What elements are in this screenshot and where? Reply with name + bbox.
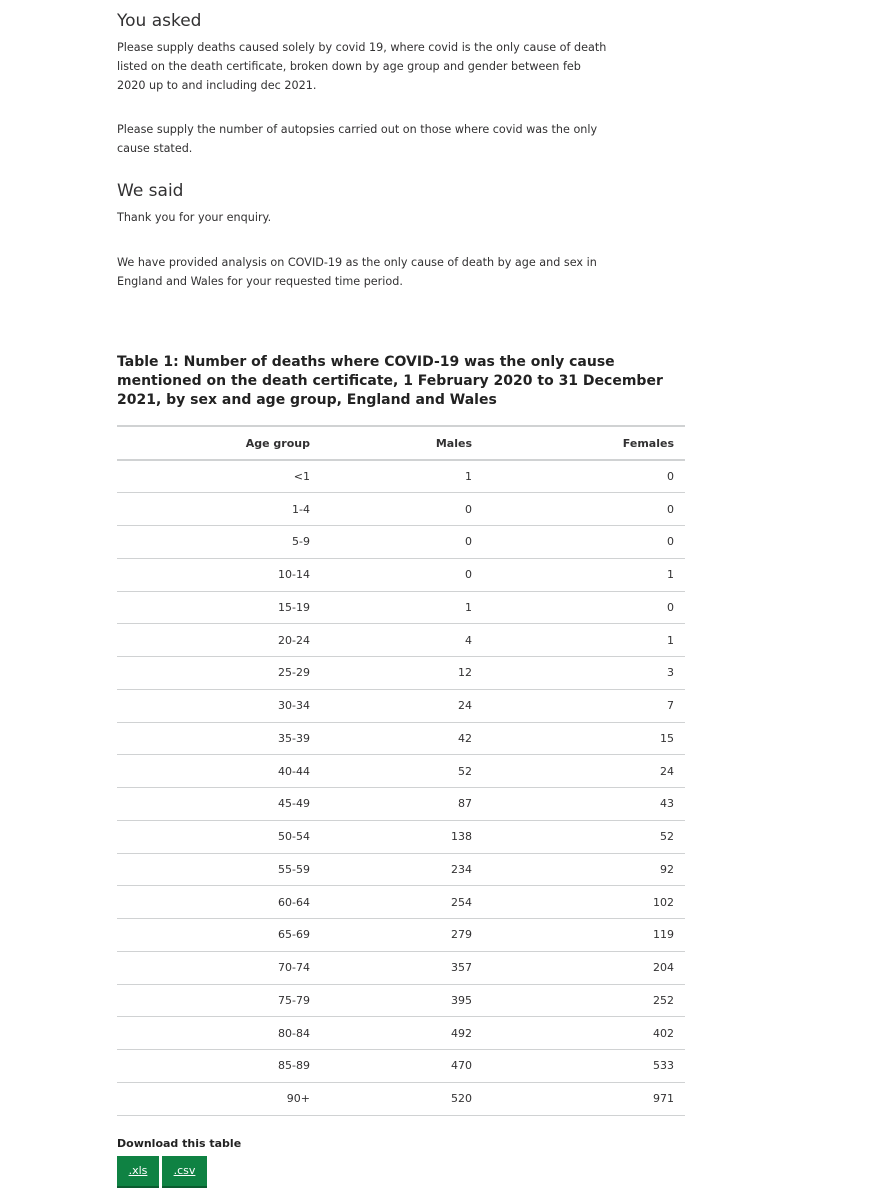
table-title: Table 1: Number of deaths where COVID-19 was the only cause mentioned on the death certificate, 1 February 2020 to 31 December 2021, by sex and age group, England and Wales	[117, 354, 663, 408]
cell-females: 24	[483, 755, 685, 788]
header-males: Males	[321, 426, 483, 460]
cell-males: 0	[321, 558, 483, 591]
table-row	[117, 722, 685, 755]
cell-age-group: 65-69	[117, 919, 321, 952]
cell-age-group: 15-19	[117, 591, 321, 624]
cell-females: 1	[483, 558, 685, 591]
cell-females: 204	[483, 951, 685, 984]
cell-males: 254	[321, 886, 483, 919]
cell-age-group: 10-14	[117, 558, 321, 591]
cell-age-group: 40-44	[117, 755, 321, 788]
cell-females: 119	[483, 919, 685, 952]
table-row	[117, 624, 685, 657]
cell-males: 87	[321, 788, 483, 821]
cell-females: 52	[483, 820, 685, 853]
cell-males: 0	[321, 526, 483, 559]
table-row	[117, 460, 685, 493]
cell-females: 971	[483, 1082, 685, 1115]
cell-males: 234	[321, 853, 483, 886]
table-body	[117, 460, 685, 1115]
cell-age-group: 1-4	[117, 493, 321, 526]
cell-age-group: 20-24	[117, 624, 321, 657]
table-row	[117, 755, 685, 788]
cell-females: 102	[483, 886, 685, 919]
cell-females: 7	[483, 689, 685, 722]
cell-males: 1	[321, 460, 483, 493]
download-buttons	[117, 1156, 207, 1188]
cell-males: 52	[321, 755, 483, 788]
download-xls-button[interactable]: .xls	[117, 1156, 159, 1188]
cell-males: 4	[321, 624, 483, 657]
cell-age-group: 5-9	[117, 526, 321, 559]
cell-age-group: 25-29	[117, 657, 321, 690]
cell-males: 520	[321, 1082, 483, 1115]
cell-females: 92	[483, 853, 685, 886]
cell-age-group: 45-49	[117, 788, 321, 821]
table-row	[117, 951, 685, 984]
table-row	[117, 788, 685, 821]
cell-males: 470	[321, 1050, 483, 1083]
table-row	[117, 1082, 685, 1115]
we-said-paragraph-2: We have provided analysis on COVID-19 as the only cause of death by age and sex in England and Wales for your requested time period.	[117, 256, 597, 288]
table-row	[117, 526, 685, 559]
cell-females: 0	[483, 526, 685, 559]
cell-females: 3	[483, 657, 685, 690]
download-label: Download this table	[117, 1137, 242, 1150]
cell-males: 42	[321, 722, 483, 755]
cell-females: 43	[483, 788, 685, 821]
table-row	[117, 1017, 685, 1050]
cell-females: 0	[483, 460, 685, 493]
header-age-group: Age group	[117, 426, 321, 460]
you-asked-heading: You asked	[117, 11, 202, 31]
cell-males: 279	[321, 919, 483, 952]
table-row	[117, 689, 685, 722]
we-said-heading: We said	[117, 181, 184, 201]
deaths-table	[117, 425, 685, 1116]
table-row	[117, 591, 685, 624]
you-asked-paragraph-2: Please supply the number of autopsies carried out on those where covid was the only cause stated.	[117, 123, 598, 155]
cell-females: 402	[483, 1017, 685, 1050]
cell-age-group: 70-74	[117, 951, 321, 984]
cell-males: 0	[321, 493, 483, 526]
header-females: Females	[483, 426, 685, 460]
cell-females: 15	[483, 722, 685, 755]
table-row	[117, 886, 685, 919]
cell-age-group: 55-59	[117, 853, 321, 886]
cell-males: 138	[321, 820, 483, 853]
cell-males: 24	[321, 689, 483, 722]
cell-males: 357	[321, 951, 483, 984]
table-header-row	[117, 426, 685, 460]
cell-males: 1	[321, 591, 483, 624]
table-row	[117, 820, 685, 853]
cell-males: 395	[321, 984, 483, 1017]
cell-females: 0	[483, 591, 685, 624]
table-row	[117, 1050, 685, 1083]
cell-age-group: 50-54	[117, 820, 321, 853]
cell-age-group: <1	[117, 460, 321, 493]
cell-females: 533	[483, 1050, 685, 1083]
table-row	[117, 493, 685, 526]
cell-males: 12	[321, 657, 483, 690]
download-csv-button[interactable]: .csv	[162, 1156, 207, 1188]
cell-age-group: 90+	[117, 1082, 321, 1115]
table-row	[117, 919, 685, 952]
table-row	[117, 558, 685, 591]
table-row	[117, 984, 685, 1017]
cell-age-group: 35-39	[117, 722, 321, 755]
we-said-paragraph-1: Thank you for your enquiry.	[117, 211, 272, 224]
cell-age-group: 75-79	[117, 984, 321, 1017]
cell-females: 1	[483, 624, 685, 657]
cell-age-group: 60-64	[117, 886, 321, 919]
cell-males: 492	[321, 1017, 483, 1050]
cell-age-group: 80-84	[117, 1017, 321, 1050]
cell-females: 0	[483, 493, 685, 526]
table-row	[117, 657, 685, 690]
you-asked-paragraph-1: Please supply deaths caused solely by covid 19, where covid is the only cause of death listed on the death certificate, broken down by age group and gender between feb 2020 up to and including dec 2021.	[117, 41, 607, 92]
cell-females: 252	[483, 984, 685, 1017]
table-row	[117, 853, 685, 886]
cell-age-group: 85-89	[117, 1050, 321, 1083]
cell-age-group: 30-34	[117, 689, 321, 722]
